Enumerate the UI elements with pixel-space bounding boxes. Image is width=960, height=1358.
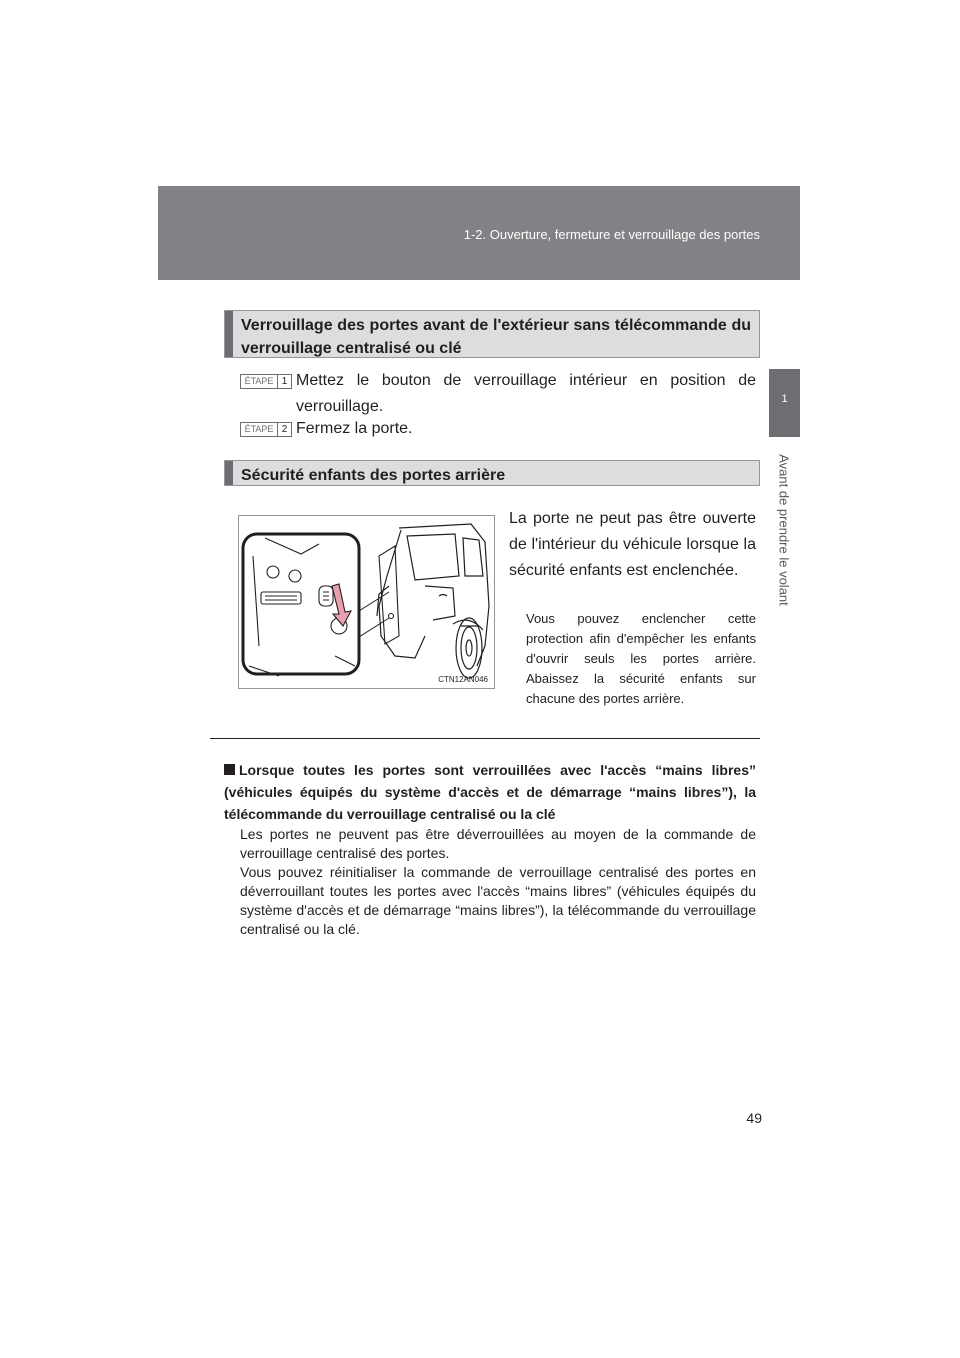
section-heading-lock-front-doors — [224, 310, 760, 358]
chapter-tab — [769, 369, 800, 437]
step-badge-number: 2 — [281, 424, 288, 435]
black-square-icon — [224, 764, 235, 775]
chapter-header — [158, 186, 800, 280]
step-badge-label: ÉTAPE — [241, 375, 278, 388]
section-heading-text: Sécurité enfants des portes arrière — [241, 467, 506, 484]
child-lock-drawing — [239, 516, 494, 688]
chapter-number: 1 — [781, 393, 788, 405]
info-heading-text: Lorsque toutes les portes sont verrouillées avec l'accès “mains libres” (véhicules équipés du système d'accès et de démarrage “mains libres”), la télécommande du verrouillage centralisé ou la clé — [224, 762, 756, 822]
info-paragraph-2: Vous pouvez réinitialiser la commande de verrouillage centralisé des portes en déverrouillant toutes les portes avec l'accès “mains libres” (véhicules équipés du système d'accès et de démarrage “mains libres”), la télécommande du verrouillage centralisé ou la clé. — [240, 864, 756, 937]
child-lock-illustration — [238, 515, 495, 689]
page-number: 49 — [746, 1110, 762, 1126]
child-lock-note: Vous pouvez enclencher cette protection afin d'empêcher les enfants d'ouvrir seuls les portes arrière. Abaissez la sécurité enfants sur chacune des portes arrière. — [526, 611, 756, 706]
info-paragraph-1: Les portes ne peuvent pas être déverrouillées au moyen de la commande de verrouillage centralisé des portes. — [240, 826, 756, 861]
heading-bar — [225, 461, 233, 485]
step-badge-number: 1 — [281, 376, 288, 387]
figure-code: CTN12AN046 — [438, 675, 488, 684]
step-badge-2 — [240, 422, 292, 437]
chapter-label: Avant de prendre le volant — [776, 454, 792, 606]
section-heading-text: Verrouillage des portes avant de l'extérieur sans télécommande du verrouillage centralisé ou clé — [241, 317, 751, 357]
section-divider — [210, 738, 760, 739]
step-badge-label: ÉTAPE — [241, 423, 278, 436]
step-text-1: Mettez le bouton de verrouillage intérieur en position de verrouillage. — [296, 372, 756, 415]
step-badge-1 — [240, 374, 292, 389]
step-text-2: Fermez la porte. — [296, 420, 413, 437]
info-body — [240, 825, 756, 939]
child-lock-description: La porte ne peut pas être ouverte de l'intérieur du véhicule lorsque la sécurité enfants est enclenchée. — [509, 510, 756, 579]
info-heading — [224, 759, 756, 825]
section-heading-child-safety — [224, 460, 760, 486]
header-title: 1-2. Ouverture, fermeture et verrouillage des portes — [463, 227, 760, 242]
heading-bar — [225, 311, 233, 357]
